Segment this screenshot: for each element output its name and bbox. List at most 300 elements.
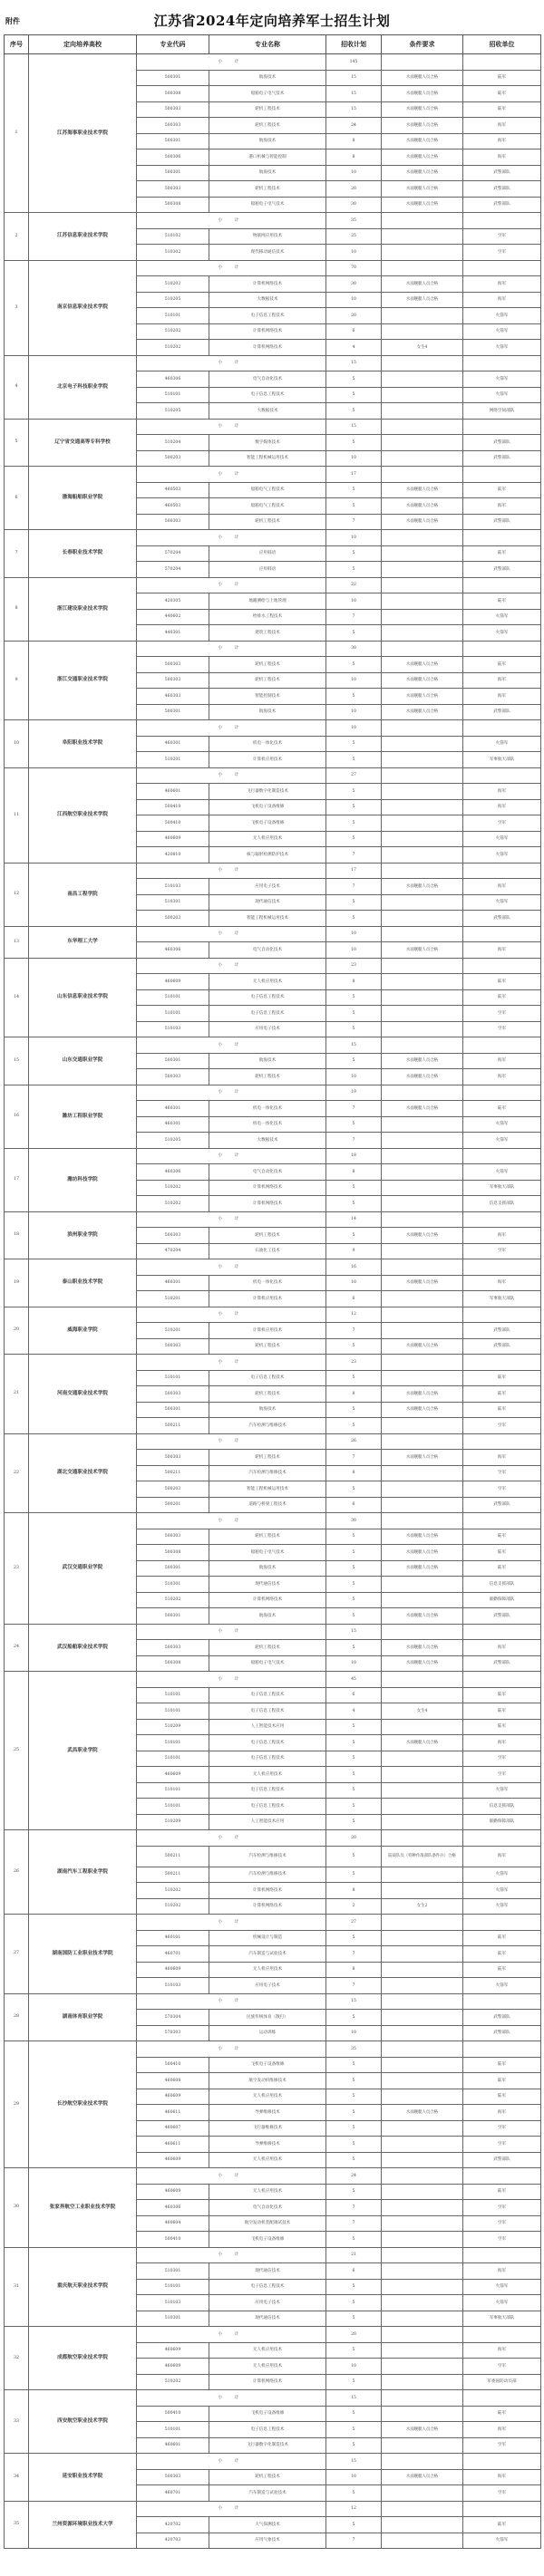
requirements [382, 2279, 463, 2295]
subtotal-label: 小 计 [137, 355, 326, 371]
subtotal-label: 小 计 [137, 467, 326, 483]
requirements [382, 2215, 463, 2232]
empty-cell [382, 2454, 463, 2470]
major-name: 轮机工程技术 [209, 1228, 326, 1244]
school-name: 泰山职业技术学院 [29, 1259, 137, 1307]
school-name: 东华理工大学 [29, 926, 137, 958]
subtotal-value: 26 [326, 1433, 382, 1450]
requirements: 水面舰艇人员合格 [382, 514, 463, 530]
requirements: 女生4 [382, 340, 463, 356]
enrolling-unit: 空军 [463, 2120, 541, 2137]
enrolling-unit: 空军 [463, 2232, 541, 2248]
major-name: 现代通信技术 [209, 2311, 326, 2327]
enrolling-unit: 陆军 [463, 1402, 541, 1418]
enrolling-unit: 火箭军 [463, 1133, 541, 1149]
quota: 10 [326, 672, 382, 689]
major-name: 电子信息工程技术 [209, 989, 326, 1006]
seq-number: 34 [5, 2454, 29, 2502]
quota: 5 [326, 371, 382, 388]
enrolling-unit: 海军 [463, 689, 541, 705]
major-code: 510101 [137, 1006, 209, 1022]
quota: 8 [326, 1883, 382, 1899]
enrolling-unit: 陆军 [463, 1370, 541, 1386]
major-name: 无人机应用技术 [209, 1962, 326, 1978]
quota: 7 [326, 2200, 382, 2216]
major-code: 500410 [137, 2057, 209, 2073]
requirements: 水面舰艇人员合格 [382, 657, 463, 673]
school-subtotal-row [5, 1259, 541, 1276]
requirements [382, 815, 463, 832]
requirements [382, 2437, 463, 2454]
seq-number: 7 [5, 530, 29, 578]
quota: 6 [326, 323, 382, 340]
requirements [382, 894, 463, 911]
major-code: 510301 [137, 894, 209, 911]
requirements [382, 2010, 463, 2026]
requirements [382, 625, 463, 642]
enrolling-unit: 信息支援部队 [463, 1799, 541, 1815]
major-name: 船舶电子电气技术 [209, 1545, 326, 1561]
quota: 5 [326, 2184, 382, 2200]
enrolling-unit: 陆军 [463, 1101, 541, 1117]
requirements [382, 1481, 463, 1498]
major-code: 510202 [137, 276, 209, 293]
school-subtotal-row [5, 1672, 541, 1688]
attachment-label: 附件 [5, 17, 20, 25]
subtotal-value: 30 [326, 1513, 382, 1529]
school-subtotal-row [5, 1211, 541, 1228]
major-code: 500303 [137, 181, 209, 198]
quota: 10 [326, 2469, 382, 2485]
quota: 5 [326, 1006, 382, 1022]
enrolling-unit: 军委国防动员部 [463, 2374, 541, 2390]
seq-number: 12 [5, 863, 29, 926]
major-code: 460306 [137, 942, 209, 959]
requirements [382, 545, 463, 562]
seq-number: 28 [5, 1993, 29, 2041]
enrolling-unit: 海军 [463, 1735, 541, 1751]
requirements [382, 2359, 463, 2375]
major-name: 计算机应用技术 [209, 752, 326, 768]
empty-cell [382, 355, 463, 371]
subtotal-label: 小 计 [137, 641, 326, 657]
empty-cell [463, 467, 541, 483]
quota: 5 [326, 2406, 382, 2422]
enrolling-unit: 空军 [463, 1767, 541, 1783]
major-name: 电子信息工程技术 [209, 1735, 326, 1751]
major-name: 应用气象技术 [209, 2533, 326, 2549]
school-subtotal-row [5, 419, 541, 435]
subtotal-value: 16 [326, 1259, 382, 1276]
empty-cell [382, 1355, 463, 1371]
quota: 25 [326, 228, 382, 245]
school-subtotal-row [5, 577, 541, 593]
enrolling-unit: 信息支援部队 [463, 1196, 541, 1212]
major-name: 数字媒体技术 [209, 435, 326, 451]
major-code: 460609 [137, 2152, 209, 2168]
enrolling-unit: 陆军 [463, 1930, 541, 1946]
enrolling-unit: 空军 [463, 245, 541, 261]
subtotal-value: 15 [326, 419, 382, 435]
requirements [382, 2517, 463, 2533]
school-name: 南昌工程学院 [29, 863, 137, 926]
enrolling-unit: 空军 [463, 1418, 541, 1434]
column-header-school: 定向培养高校 [29, 35, 137, 54]
empty-cell [463, 1672, 541, 1688]
requirements [382, 2152, 463, 2168]
enrolling-unit: 海军 [463, 879, 541, 895]
requirements [382, 1577, 463, 1593]
major-code: 500306 [137, 150, 209, 166]
major-name: 机械设计与制造 [209, 1930, 326, 1946]
quota: 5 [326, 482, 382, 498]
empty-cell [463, 355, 541, 371]
major-code: 500410 [137, 799, 209, 815]
major-name: 电子信息工程技术 [209, 387, 326, 403]
enrolling-unit: 火箭军 [463, 371, 541, 388]
empty-cell [463, 260, 541, 276]
requirements [382, 1323, 463, 1339]
major-name: 轮机工程技术 [209, 118, 326, 134]
major-name: 飞机电子设备维修 [209, 2406, 326, 2422]
requirements [382, 2485, 463, 2502]
quota: 5 [326, 2089, 382, 2105]
school-subtotal-row [5, 1148, 541, 1164]
subtotal-value: 35 [326, 213, 382, 229]
enrolling-unit: 陆军 [463, 2184, 541, 2200]
enrolling-unit: 火箭军 [463, 2279, 541, 2295]
enrolling-unit: 武警部队 [463, 2025, 541, 2041]
major-code: 500301 [137, 1053, 209, 1069]
seq-number: 13 [5, 926, 29, 958]
school-name: 潍坊科技学院 [29, 1148, 137, 1211]
quota: 10 [326, 1655, 382, 1672]
major-name: 航海技术 [209, 1608, 326, 1625]
school-name: 长沙航空职业技术学院 [29, 2041, 137, 2168]
enrolling-unit: 海军 [463, 1053, 541, 1069]
requirements [382, 2200, 463, 2216]
requirements [382, 1719, 463, 1735]
major-code: 500203 [137, 1481, 209, 1498]
major-name: 电子信息工程技术 [209, 1006, 326, 1022]
school-subtotal-row [5, 1513, 541, 1529]
enrolling-unit: 海军 [463, 292, 541, 308]
requirements [382, 1006, 463, 1022]
major-code: 510202 [137, 1883, 209, 1899]
major-name: 人工智能技术应用 [209, 1814, 326, 1830]
quota: 7 [326, 2215, 382, 2232]
requirements: 水面舰艇人员合格 [382, 2422, 463, 2438]
quota: 5 [326, 1719, 382, 1735]
requirements [382, 2533, 463, 2549]
subtotal-label: 小 计 [137, 2327, 326, 2343]
subtotal-label: 小 计 [137, 1211, 326, 1228]
major-code: 510101 [137, 387, 209, 403]
major-name: 电子信息工程技术 [209, 1799, 326, 1815]
major-name: 应用电子技术 [209, 2295, 326, 2311]
major-code: 500303 [137, 1228, 209, 1244]
seq-number: 17 [5, 1148, 29, 1211]
school-name: 长春职业技术学院 [29, 530, 137, 578]
school-subtotal-row [5, 641, 541, 657]
enrolling-unit: 陆军 [463, 1529, 541, 1545]
requirements: 水面舰艇人员合格 [382, 1101, 463, 1117]
enrolling-unit: 空军 [463, 2137, 541, 2153]
seq-number: 14 [5, 958, 29, 1037]
enrolling-unit: 武警部队 [463, 911, 541, 927]
major-code: 510103 [137, 2295, 209, 2311]
major-name: 地籍测绘与土地管理 [209, 593, 326, 610]
enrolling-unit: 陆军 [463, 1962, 541, 1978]
quota: 5 [326, 1799, 382, 1815]
requirements: 水面舰艇人员合格 [382, 1545, 463, 1561]
major-code: 510101 [137, 2279, 209, 2295]
subtotal-value: 17 [326, 863, 382, 879]
major-name: 现代通信技术 [209, 1577, 326, 1593]
requirements: 水面舰艇人员合格 [382, 86, 463, 102]
requirements [382, 435, 463, 451]
requirements [382, 2374, 463, 2390]
major-name: 计算机网络技术 [209, 1180, 326, 1196]
subtotal-label: 小 计 [137, 1259, 326, 1276]
subtotal-value: 27 [326, 1915, 382, 1931]
quota: 7 [326, 1946, 382, 1963]
subtotal-label: 小 计 [137, 1624, 326, 1640]
major-name: 机电一体化技术 [209, 1116, 326, 1133]
school-subtotal-row [5, 1624, 541, 1640]
major-code: 510302 [137, 245, 209, 261]
enrolling-unit: 空军 [463, 2200, 541, 2216]
school-name: 延安职业技术学院 [29, 2454, 137, 2502]
major-name: 航空发动机装配调试技术 [209, 2215, 326, 2232]
quota: 5 [326, 2120, 382, 2137]
quota: 5 [326, 1640, 382, 1656]
major-code: 510205 [137, 403, 209, 420]
quota: 30 [326, 197, 382, 213]
column-header-major-name: 专业名称 [209, 35, 326, 54]
seq-number: 19 [5, 1259, 29, 1307]
subtotal-label: 小 计 [137, 54, 326, 71]
major-name: 无人机应用技术 [209, 2359, 326, 2375]
subtotal-value: 15 [326, 1624, 382, 1640]
major-name: 电子信息工程技术 [209, 1751, 326, 1767]
quota: 7 [326, 1450, 382, 1466]
enrolling-unit: 武警部队 [463, 197, 541, 213]
major-name: 机电一体化技术 [209, 1275, 326, 1291]
enrolling-unit: 武警部队 [463, 1323, 541, 1339]
major-code: 500201 [137, 1497, 209, 1513]
major-name: 飞机电子设备维修 [209, 815, 326, 832]
subtotal-label: 小 计 [137, 2454, 326, 2470]
major-name: 计算机应用技术 [209, 1291, 326, 1307]
school-subtotal-row [5, 1993, 541, 2010]
quota: 5 [326, 799, 382, 815]
major-code: 420703 [137, 2533, 209, 2549]
major-code: 500303 [137, 1529, 209, 1545]
enrolling-unit: 武警部队 [463, 1338, 541, 1355]
quota: 10 [326, 1275, 382, 1291]
major-code: 510202 [137, 1180, 209, 1196]
major-code: 460503 [137, 498, 209, 515]
requirements [382, 2120, 463, 2137]
seq-number: 3 [5, 260, 29, 355]
major-name: 飞行器数字化制造技术 [209, 784, 326, 800]
major-name: 飞行器维修技术 [209, 2120, 326, 2137]
empty-cell [463, 1433, 541, 1450]
major-name: 建筑工程技术 [209, 625, 326, 642]
requirements: 水面舰艇人员合格 [382, 101, 463, 118]
major-code: 500301 [137, 1560, 209, 1577]
quota: 30 [326, 276, 382, 293]
empty-cell [463, 720, 541, 737]
school-subtotal-row [5, 1037, 541, 1054]
major-name: 航海技术 [209, 165, 326, 181]
quota: 5 [326, 562, 382, 578]
seq-number: 29 [5, 2041, 29, 2168]
major-code: 510301 [137, 1577, 209, 1593]
requirements: 水面舰艇人员合格 [382, 118, 463, 134]
enrolling-unit: 联勤保障部队 [463, 1814, 541, 1830]
enrolling-unit: 陆军 [463, 1687, 541, 1703]
requirements: 水面舰艇人员合格 [382, 1228, 463, 1244]
seq-number: 1 [5, 54, 29, 213]
requirements [382, 2073, 463, 2089]
quota: 10 [326, 2359, 382, 2375]
quota: 5 [326, 689, 382, 705]
requirements [382, 371, 463, 388]
major-name: 轮机工程技术 [209, 101, 326, 118]
seq-number: 15 [5, 1037, 29, 1085]
major-code: 510103 [137, 1021, 209, 1037]
empty-cell [382, 1915, 463, 1931]
requirements [382, 1978, 463, 1994]
page-title: 江苏省2024年定向培养军士招生计划 [153, 13, 391, 29]
major-code: 500308 [137, 1655, 209, 1672]
school-name: 兰州资源环境职业技术大学 [29, 2501, 137, 2549]
empty-cell [382, 926, 463, 942]
major-code: 460306 [137, 1164, 209, 1181]
enrolling-unit: 武警部队 [463, 2010, 541, 2026]
major-name: 电气自动化技术 [209, 1164, 326, 1181]
enrolling-unit: 武警部队 [463, 450, 541, 467]
major-code: 510101 [137, 308, 209, 324]
enrolling-unit: 空军 [463, 2485, 541, 2502]
quota: 6 [326, 1291, 382, 1307]
requirements [382, 989, 463, 1006]
requirements: 水面舰艇人员合格 [382, 1640, 463, 1656]
subtotal-label: 小 计 [137, 2247, 326, 2263]
seq-number: 10 [5, 720, 29, 768]
seq-number: 35 [5, 2501, 29, 2549]
major-name: 应用电子技术 [209, 879, 326, 895]
major-code: 510205 [137, 1133, 209, 1149]
subtotal-label: 小 计 [137, 260, 326, 276]
school-name: 浙江交通职业技术学院 [29, 641, 137, 720]
major-name: 计算机网络技术 [209, 1592, 326, 1608]
empty-cell [463, 2454, 541, 2470]
quota: 10 [326, 292, 382, 308]
empty-cell [463, 1085, 541, 1101]
quota: 5 [326, 2422, 382, 2438]
seq-number: 2 [5, 213, 29, 261]
enrolling-unit: 武警部队 [463, 1655, 541, 1672]
major-name: 电子信息工程技术 [209, 308, 326, 324]
major-name: 航海技术 [209, 1560, 326, 1577]
subtotal-value: 10 [326, 720, 382, 737]
major-code: 470204 [137, 1243, 209, 1259]
school-subtotal-row [5, 260, 541, 276]
empty-cell [463, 926, 541, 942]
major-name: 轮机工程技术 [209, 181, 326, 198]
seq-number: 18 [5, 1211, 29, 1259]
quota: 5 [326, 2295, 382, 2311]
major-code: 460604 [137, 2215, 209, 2232]
empty-cell [382, 1830, 463, 1847]
school-name: 阜阳职业技术学院 [29, 720, 137, 768]
major-code: 460609 [137, 974, 209, 990]
enrolling-unit: 海军 [463, 276, 541, 293]
empty-cell [382, 1513, 463, 1529]
quota: 5 [326, 752, 382, 768]
subtotal-value: 15 [326, 2454, 382, 2470]
enrolling-unit: 陆军 [463, 989, 541, 1006]
empty-cell [463, 2168, 541, 2185]
requirements [382, 1196, 463, 1212]
enrolling-unit: 空军 [463, 1021, 541, 1037]
subtotal-label: 小 计 [137, 1355, 326, 1371]
empty-cell [463, 2247, 541, 2263]
major-name: 航海技术 [209, 1402, 326, 1418]
empty-cell [463, 213, 541, 229]
quota: 5 [326, 1180, 382, 1196]
major-code: 510201 [137, 752, 209, 768]
enrolling-unit: 武警部队 [463, 562, 541, 578]
major-name: 运动训练 [209, 2025, 326, 2041]
school-name: 浙江建设职业技术学院 [29, 577, 137, 641]
enrolling-unit: 陆军 [463, 101, 541, 118]
subtotal-value: 22 [326, 577, 382, 593]
quota: 10 [326, 245, 382, 261]
enrolling-unit: 火箭军 [463, 1116, 541, 1133]
major-name: 轮机工程技术 [209, 1450, 326, 1466]
major-code: 510101 [137, 1782, 209, 1799]
subtotal-label: 小 计 [137, 1085, 326, 1101]
school-name: 北京电子科技职业学院 [29, 355, 137, 419]
school-name: 潍坊工程职业学院 [29, 1085, 137, 1148]
enrolling-unit: 空军 [463, 1751, 541, 1767]
requirements [382, 1799, 463, 1815]
subtotal-value: 20 [326, 1830, 382, 1847]
major-name: 现代通信技术 [209, 894, 326, 911]
major-code: 510103 [137, 879, 209, 895]
requirements: 水面舰艇人员合格 [382, 133, 463, 150]
major-code: 500308 [137, 86, 209, 102]
major-name: 船舶电子电气技术 [209, 1655, 326, 1672]
requirements [382, 752, 463, 768]
quota: 7 [326, 1133, 382, 1149]
empty-cell [382, 720, 463, 737]
seq-number: 26 [5, 1830, 29, 1915]
quota: 5 [326, 2517, 382, 2533]
requirements: 水面舰艇人员合格 [382, 879, 463, 895]
enrolling-unit: 空军 [463, 1465, 541, 1481]
major-code: 500303 [137, 1386, 209, 1403]
enrolling-unit: 火箭军 [463, 831, 541, 847]
empty-cell [463, 54, 541, 71]
empty-cell [463, 577, 541, 593]
major-code: 460101 [137, 1930, 209, 1946]
major-name: 电子信息工程技术 [209, 1703, 326, 1720]
